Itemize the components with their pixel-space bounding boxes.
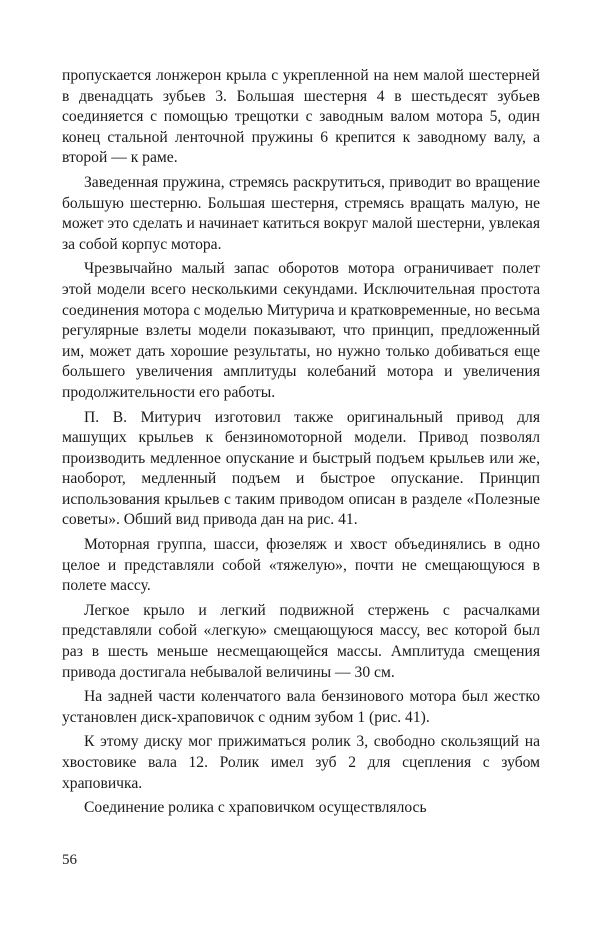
- paragraph-motor-reserve: Чрезвычайно малый запас оборотов мотора ограничивает полет этой модели всего несколькими секундами. Исключительная простота соединения мотора с моделью Митурича и кратковременные, но весьма регулярные взлеты модели показывают, что принцип, предложенный им, может дать хорошие результаты, но нужно только добиваться еще большего увеличения амплитуды колебаний мотора и увеличения продолжительности его работы.: [62, 260, 540, 401]
- paragraph-light-mass: Легкое крыло и легкий подвижной стержень с расчалками представляли собой «легкую» смещающуюся массу, вес которой был раз в шесть меньше несмещающейся массы. Амплитуда смещения привода достигала небывалой величины — 30 см.: [62, 601, 540, 681]
- paragraph-heavy-mass: Моторная группа, шасси, фюзеляж и хвост объединялись в одно целое и представляли собой «тяжелую», почти не смещающуюся в полете массу.: [62, 536, 540, 595]
- paragraph-connection: Соединение ролика с храповичком осуществлялось: [84, 799, 427, 817]
- paragraph-continuation: пропускается лонжерон крыла с укрепленной на нем малой шестерней в двенадцать зубьев 3. Большая шестерня 4 в шестьдесят зубьев соединяется с помощью трещотки с заводным валом мотора 5, один конец стальной ленточной пружины 6 крепится к заводному валу, а второй — к раме.: [62, 67, 540, 167]
- page-number: 56: [62, 852, 77, 868]
- text-column: [62, 66, 540, 823]
- paragraph-spring: Заведенная пружина, стремясь раскрутиться, приводит во вращение большую шестерню. Большая шестерня, стремясь вращать малую, не может это сделать и начинает катиться вокруг малой шестерни, увлекая за собой корпус мотора.: [62, 173, 540, 253]
- paragraph-miturich-drive: П. В. Митурич изготовил также оригинальный привод для машущих крыльев к бензиномоторной модели. Привод позволял производить медленное опускание и быстрый подъем крыльев или же, наоборот, медленный подъем и быстрое опускание. Принцип использования крыльев с таким приводом описан в разделе «Полезные советы». Обший вид привода дан на рис. 41.: [62, 408, 540, 529]
- paragraph-roller: К этому диску мог прижиматься ролик 3, свободно скользящий на хвостовике вала 12. Ролик имел зуб 2 для сцепления с зубом храповичка.: [62, 733, 540, 792]
- paragraph-ratchet-disk: На задней части коленчатого вала бензинового мотора был жестко установлен диск-храповичок с одним зубом 1 (рис. 41).: [62, 688, 540, 726]
